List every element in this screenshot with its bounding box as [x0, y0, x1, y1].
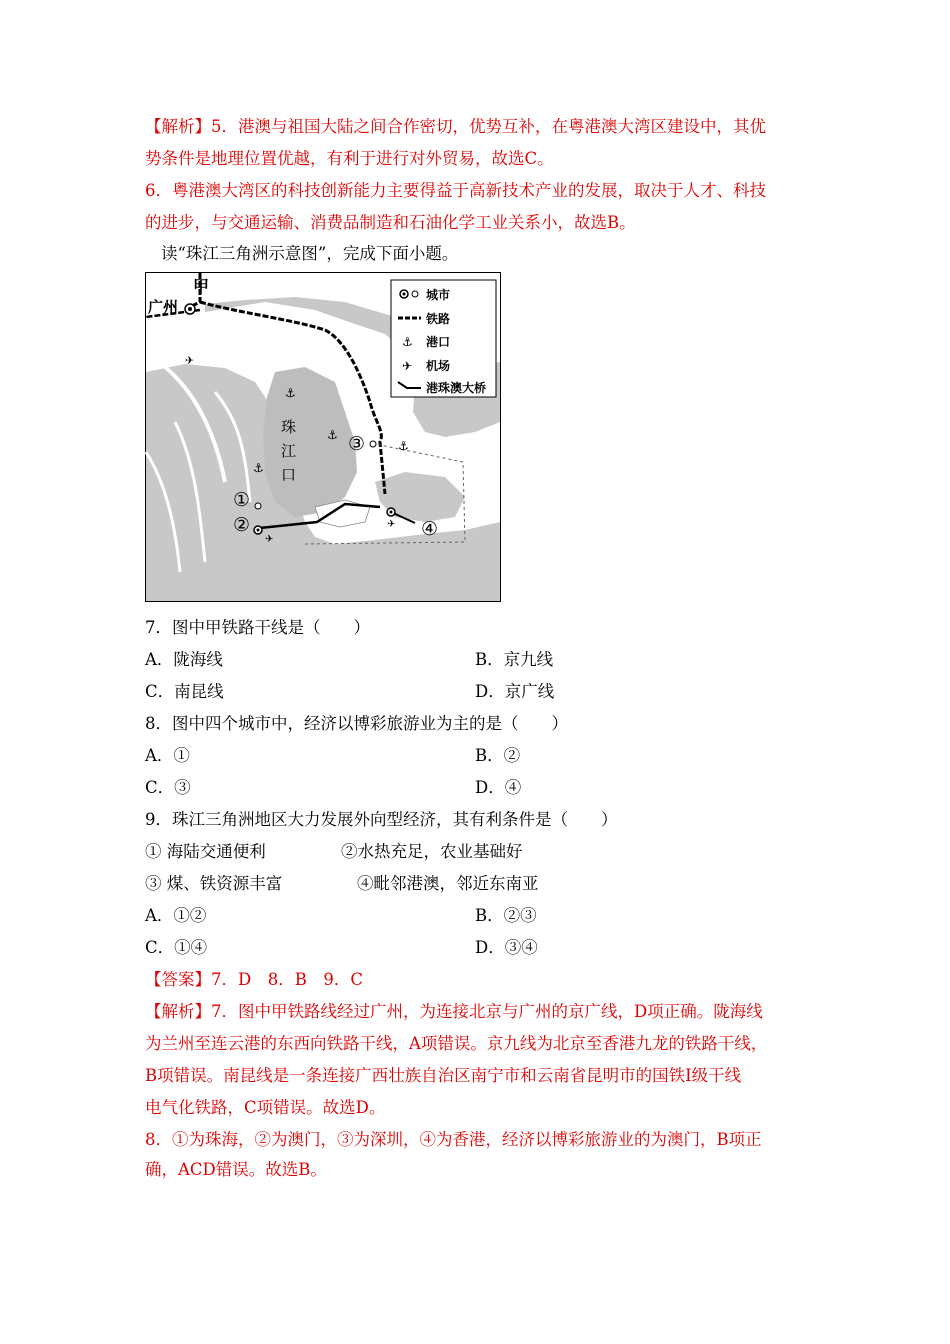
analysis-line-2: 为兰州至连云港的东西向铁路干线，A项错误。京九线为北京至香港九龙的铁路干线， — [145, 1034, 768, 1053]
svg-text:铁路: 铁路 — [426, 312, 451, 326]
prev-analysis-line-4: 的进步，与交通运输、消费品制造和石油化学工业关系小，故选B。 — [145, 213, 636, 232]
q9-option-c: C．①④ — [145, 938, 208, 957]
prev-analysis-line-3: 6．粤港澳大湾区的科技创新能力主要得益于高新技术产业的发展，取决于人才、科技 — [145, 181, 766, 200]
airport-icon: ✈ — [185, 354, 195, 367]
label-jia: 甲 — [193, 277, 210, 296]
city-1-icon — [255, 503, 261, 509]
q8-option-a: A．① — [145, 746, 190, 765]
q9-condition-1: ① 海陆交通便利 — [145, 842, 266, 861]
q7-option-a: A．陇海线 — [145, 650, 223, 669]
q7-option-c: C．南昆线 — [145, 682, 224, 701]
analysis-line-3: B项错误。南昆线是一条连接广西壮族自治区南宁市和云南省昆明市的国铁Ⅰ级干线 — [145, 1066, 742, 1085]
label-zhujiangkou-1: 珠 — [281, 418, 297, 436]
airport-icon: ✈ — [265, 534, 274, 545]
svg-text:机场: 机场 — [426, 359, 451, 373]
prev-analysis-line-2: 势条件是地理位置优越，有利于进行对外贸易，故选C。 — [145, 149, 554, 168]
analysis-line-4: 电气化铁路，C项错误。故选D。 — [145, 1098, 386, 1117]
marker-4: ④ — [421, 518, 439, 540]
label-zhujiangkou-3: 口 — [281, 466, 297, 484]
map-legend — [391, 280, 496, 397]
analysis-line-6: 确，ACD错误。故选B。 — [145, 1160, 327, 1179]
svg-text:港珠澳大桥: 港珠澳大桥 — [426, 381, 487, 395]
q9-condition-3: ③ 煤、铁资源丰富 — [145, 874, 283, 893]
svg-text:港口: 港口 — [426, 335, 451, 349]
answer-line: 【答案】7．D 8．B 9．C — [145, 970, 363, 989]
airport-icon: ✈ — [387, 519, 396, 530]
q7-option-d: D．京广线 — [475, 682, 555, 701]
label-zhujiangkou-2: 江 — [281, 442, 297, 460]
port-icon: ⚓ — [253, 461, 264, 475]
prev-analysis-line-1: 【解析】5．港澳与祖国大陆之间合作密切，优势互补，在粤港澳大湾区建设中，其优 — [145, 117, 766, 136]
marker-3: ③ — [348, 433, 366, 455]
city-3-icon — [370, 441, 376, 447]
q8-stem: 8．图中四个城市中，经济以博彩旅游业为主的是（ ） — [145, 714, 568, 733]
svg-text:✈: ✈ — [402, 359, 413, 373]
q9-option-a: A．①② — [145, 906, 207, 925]
port-icon: ⚓ — [398, 439, 409, 453]
q9-option-b: B．②③ — [475, 906, 537, 925]
q9-condition-2: ②水热充足，农业基础好 — [341, 842, 523, 861]
q8-option-c: C．③ — [145, 778, 191, 797]
pearl-river-delta-map — [145, 272, 501, 602]
svg-text:⚓: ⚓ — [402, 335, 413, 349]
port-icon: ⚓ — [327, 428, 338, 442]
analysis-line-5: 8．①为珠海，②为澳门，③为深圳，④为香港，经济以博彩旅游业的为澳门，B项正 — [145, 1130, 762, 1149]
port-icon: ⚓ — [285, 386, 296, 400]
marker-1: ① — [233, 489, 251, 511]
q9-stem: 9．珠江三角洲地区大力发展外向型经济，其有利条件是（ ） — [145, 810, 618, 829]
analysis-line-1: 【解析】7．图中甲铁路线经过广州，为连接北京与广州的京广线，D项正确。陇海线 — [145, 1002, 763, 1021]
q9-option-d: D．③④ — [475, 938, 538, 957]
q8-option-d: D．④ — [475, 778, 522, 797]
q7-stem: 7．图中甲铁路干线是（ ） — [145, 618, 370, 637]
svg-text:城市: 城市 — [426, 288, 451, 302]
intro-text: 读“珠江三角洲示意图”，完成下面小题。 — [161, 244, 459, 263]
q7-option-b: B．京九线 — [475, 650, 554, 669]
marker-2: ② — [233, 514, 251, 536]
q8-option-b: B．② — [475, 746, 521, 765]
label-guangzhou: 广州 — [148, 298, 179, 316]
q9-condition-4: ④毗邻港澳，邻近东南亚 — [357, 874, 539, 893]
